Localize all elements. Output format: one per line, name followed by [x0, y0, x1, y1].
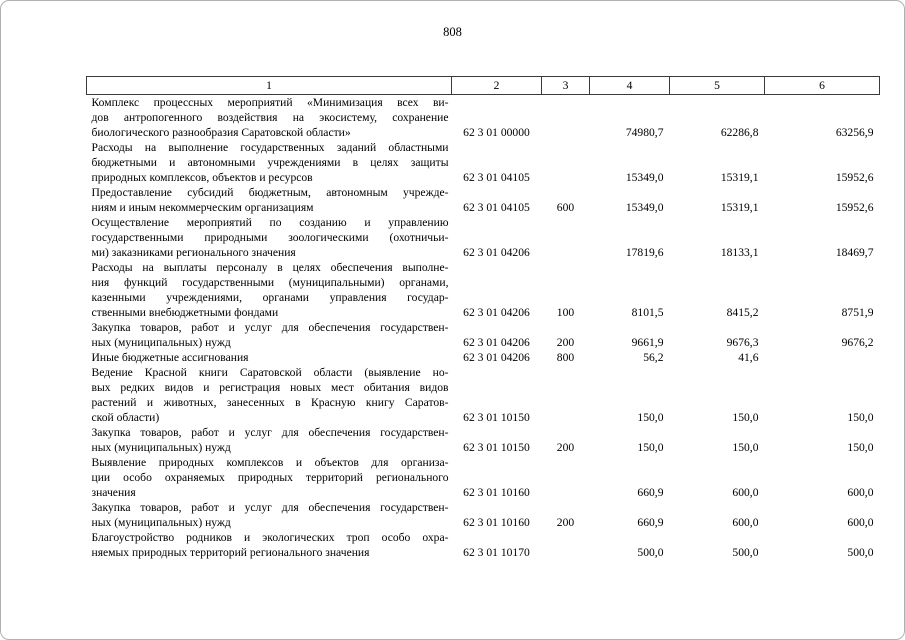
cell-amount: 63256,9 — [835, 126, 874, 139]
cell-code: 62 3 01 10150 — [463, 441, 530, 454]
cell-amount: 15952,6 — [835, 201, 874, 214]
cell-amount: 500,0 — [732, 546, 759, 559]
cell-code: 62 3 01 04206 — [463, 306, 530, 319]
description-line: Иные бюджетные ассигнования — [91, 351, 249, 364]
cell-expense-type — [542, 530, 590, 560]
cell-amount: 660,9 — [637, 486, 664, 499]
table-row — [87, 530, 880, 560]
description-line: ственными внебюджетными фондами — [91, 306, 279, 319]
cell-amount: 17819,6 — [625, 246, 664, 259]
table-row — [87, 365, 880, 425]
column-header-3: 3 — [542, 77, 590, 95]
cell-amount: 15319,1 — [720, 201, 759, 214]
cell-description — [87, 215, 452, 260]
cell-amount: 600,0 — [847, 516, 874, 529]
cell-code: 62 3 01 10160 — [463, 486, 530, 499]
cell-code: 62 3 01 04206 — [463, 351, 530, 364]
cell-amount: 9661,9 — [631, 336, 664, 349]
description-line: ных (муниципальных) нужд — [91, 516, 231, 529]
cell-code: 62 3 01 10160 — [463, 516, 530, 529]
table-row — [87, 260, 880, 320]
table-row — [87, 425, 880, 455]
column-header-1: 1 — [87, 77, 452, 95]
description-line: государственными природными зоологическими (охотничьи- — [91, 231, 449, 244]
cell-description — [87, 500, 452, 530]
description-line: дов антропогенного воздействия на экосистему, сохранение — [91, 111, 449, 124]
cell-amount: 15349,0 — [625, 201, 664, 214]
description-line: ми) заказниками регионального значения — [91, 246, 296, 259]
description-line: Комплекс процессных мероприятий «Минимизация всех ви- — [91, 96, 449, 109]
table-row — [87, 500, 880, 530]
cell-code: 62 3 01 04105 — [463, 171, 530, 184]
table-row — [87, 320, 880, 350]
table-row — [87, 185, 880, 215]
cell-code: 62 3 01 00000 — [463, 126, 530, 139]
description-line: Закупка товаров, работ и услуг для обеспечения государствен- — [91, 501, 449, 514]
cell-code: 62 3 01 04105 — [463, 201, 530, 214]
cell-amount: 150,0 — [732, 411, 759, 424]
cell-amount: 41,6 — [738, 351, 759, 364]
cell-code: 62 3 01 10150 — [463, 411, 530, 424]
table-header-row — [87, 77, 880, 95]
cell-expense-type: 200 — [556, 441, 575, 454]
cell-amount: 18133,1 — [720, 246, 759, 259]
description-line: природных комплексов, объектов и ресурсов — [91, 171, 313, 184]
cell-description — [87, 140, 452, 185]
cell-amount: 500,0 — [637, 546, 664, 559]
cell-amount: 150,0 — [732, 441, 759, 454]
cell-description — [87, 455, 452, 500]
column-header-2: 2 — [452, 77, 542, 95]
cell-amount: 660,9 — [637, 516, 664, 529]
description-line: вых редких видов и регистрация новых мест обитания видов — [91, 381, 449, 394]
cell-amount: 500,0 — [847, 546, 874, 559]
column-header-6: 6 — [765, 77, 880, 95]
cell-amount: 8101,5 — [631, 306, 664, 319]
cell-amount: 8751,9 — [841, 306, 874, 319]
table-row — [87, 140, 880, 185]
cell-code: 62 3 01 04206 — [463, 336, 530, 349]
description-line: ниям и иным некоммерческим организациям — [91, 201, 314, 214]
cell-amount: 600,0 — [732, 516, 759, 529]
cell-description — [87, 320, 452, 350]
description-line: бюджетными и автономными учреждениями в целях защиты — [91, 156, 449, 169]
description-line: ных (муниципальных) нужд — [91, 441, 231, 454]
description-line: Закупка товаров, работ и услуг для обеспечения государствен- — [91, 426, 449, 439]
table-row — [87, 455, 880, 500]
cell-description — [87, 185, 452, 215]
cell-expense-type — [542, 140, 590, 185]
cell-description — [87, 260, 452, 320]
description-line: Выявление природных комплексов и объектов для организа- — [91, 456, 449, 469]
description-line: Предоставление субсидий бюджетным, автономным учрежде- — [91, 186, 449, 199]
cell-description — [87, 95, 452, 141]
description-line: Осуществление мероприятий по созданию и управлению — [91, 216, 449, 229]
cell-expense-type: 600 — [556, 201, 575, 214]
cell-expense-type: 800 — [556, 351, 575, 364]
description-line: казенными учреждениями, органами управления государ- — [91, 291, 449, 304]
cell-expense-type — [542, 95, 590, 141]
description-line: значения — [91, 486, 136, 499]
description-line: ных (муниципальных) нужд — [91, 336, 231, 349]
cell-amount: 18469,7 — [835, 246, 874, 259]
cell-amount: 15349,0 — [625, 171, 664, 184]
cell-amount: 9676,2 — [841, 336, 874, 349]
cell-amount — [765, 350, 880, 365]
cell-amount: 150,0 — [637, 411, 664, 424]
table-row — [87, 215, 880, 260]
cell-description — [87, 365, 452, 425]
cell-amount: 15952,6 — [835, 171, 874, 184]
description-line: растений и животных, занесенных в Красную книгу Саратов- — [91, 396, 449, 409]
cell-description — [87, 425, 452, 455]
page-number: 808 — [443, 25, 462, 39]
cell-amount: 62286,8 — [720, 126, 759, 139]
cell-code: 62 3 01 04206 — [463, 246, 530, 259]
cell-expense-type: 200 — [556, 336, 575, 349]
cell-amount: 15319,1 — [720, 171, 759, 184]
cell-amount: 56,2 — [643, 351, 664, 364]
description-line: ской области) — [91, 411, 160, 424]
description-line: ния функций государственными (муниципальными) органами, — [91, 276, 449, 289]
cell-amount: 150,0 — [847, 411, 874, 424]
cell-amount: 150,0 — [637, 441, 664, 454]
cell-description — [87, 530, 452, 560]
budget-table — [86, 76, 880, 560]
description-line: няемых природных территорий регионального значения — [91, 546, 370, 559]
cell-amount: 600,0 — [732, 486, 759, 499]
table-body — [87, 95, 880, 561]
description-line: биологического разнообразия Саратовской области» — [91, 126, 351, 139]
description-line: Закупка товаров, работ и услуг для обеспечения государствен- — [91, 321, 449, 334]
cell-amount: 9676,3 — [726, 336, 759, 349]
cell-description — [87, 350, 452, 365]
column-header-5: 5 — [670, 77, 765, 95]
description-line: Ведение Красной книги Саратовской области (выявление но- — [91, 366, 449, 379]
cell-code: 62 3 01 10170 — [463, 546, 530, 559]
cell-amount: 600,0 — [847, 486, 874, 499]
cell-expense-type — [542, 215, 590, 260]
cell-amount: 8415,2 — [726, 306, 759, 319]
description-line: Расходы на выполнение государственных заданий областными — [91, 141, 449, 154]
description-line: ции особо охраняемых природных территорий регионального — [91, 471, 449, 484]
cell-expense-type: 200 — [556, 516, 575, 529]
cell-expense-type — [542, 455, 590, 500]
cell-amount: 150,0 — [847, 441, 874, 454]
description-line: Благоустройство родников и экологических троп особо охра- — [91, 531, 449, 544]
table-row — [87, 95, 880, 141]
table-header — [87, 77, 880, 95]
cell-expense-type — [542, 365, 590, 425]
table-row — [87, 350, 880, 365]
cell-expense-type: 100 — [556, 306, 575, 319]
column-header-4: 4 — [590, 77, 670, 95]
description-line: Расходы на выплаты персоналу в целях обеспечения выполне- — [91, 261, 449, 274]
cell-amount: 74980,7 — [625, 126, 664, 139]
